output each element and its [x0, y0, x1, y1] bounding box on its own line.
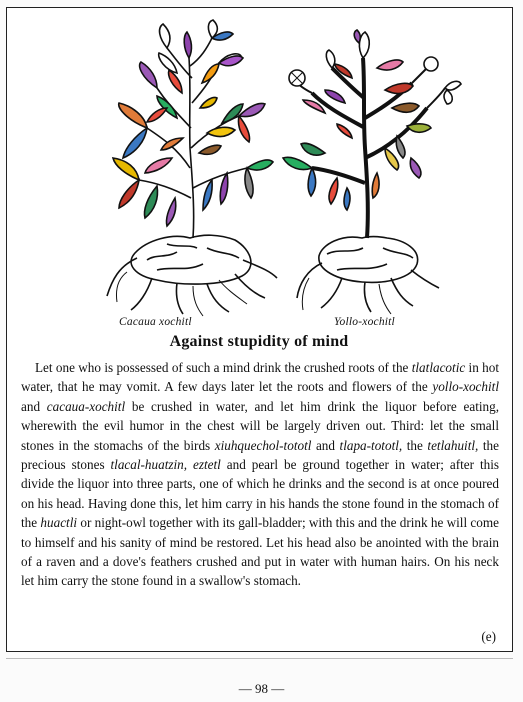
caption-cacaua-xochitl: Cacaua xochitl — [119, 316, 192, 328]
body-text — [21, 358, 499, 591]
cacaua-xochitl-plant — [107, 20, 277, 316]
section-title: Against stupidity of mind — [169, 333, 349, 350]
botanical-illustration — [7, 8, 511, 338]
page-divider — [6, 658, 513, 659]
page-number: — 98 — — [238, 681, 285, 696]
caption-yollo-xochitl: Yollo-xochitl — [334, 316, 395, 328]
paragraph: Let one who is possessed of such a mind drink the crushed roots of the tlatlacotic in hot water, that he may vomit. A few days later let the roots and flowers of the yollo-xochitl and cacaua-xochitl be crushed in water, and let him drink the liquor before eating, wherewith the evil humor in the chest will be largely driven out. Third: let the small stones in the stomachs of the birds xiuhquechol-tototl and tlapa-tototl, the tetlahuitl, the precious stones tlacal-huatzin, eztetl and pearl be ground together in water; after this divide the liquor into three parts, one of which he drinks and the second is at once poured on his head. Having done this, let him carry in his hands the stone found in the stomach of the huactli or night-owl together with its gall-bladder; with this and the drink he will come to himself and his sanity of mind be restored. Let his head also be anointed with the brain of a raven and a dove's feathers crushed and put in water with human hairs. On his neck let him carry the stone found in a swallow's stomach. — [21, 360, 500, 589]
page-frame — [6, 7, 513, 652]
yollo-xochitl-plant — [283, 30, 461, 314]
section-marker: (e) — [481, 629, 496, 644]
